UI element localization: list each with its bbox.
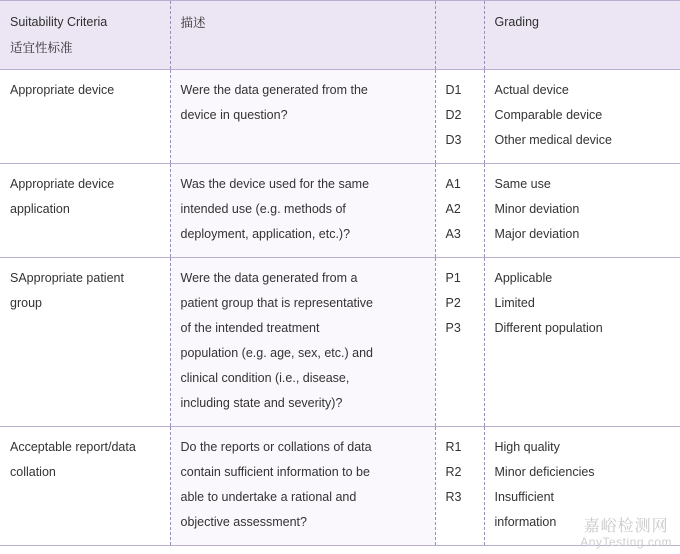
criteria-line: Acceptable report/data: [10, 440, 136, 454]
grading-line: High quality: [494, 440, 560, 454]
code-line: A2: [445, 202, 461, 216]
description-line: of the intended treatment: [180, 321, 320, 335]
grading-line: Actual device: [494, 83, 569, 97]
watermark-english: AnyTesting.com: [580, 535, 672, 549]
row-grading-cell: [484, 164, 680, 258]
table-header: [0, 1, 680, 70]
column-header-grading: [484, 1, 680, 70]
grading-line: Same use: [494, 177, 551, 191]
code-line: R2: [445, 465, 462, 479]
description-line: including state and severity)?: [180, 396, 343, 410]
code-line: P1: [445, 271, 461, 285]
criteria-line: application: [10, 202, 70, 216]
row-description-cell: [170, 164, 435, 258]
table-row: [0, 258, 680, 427]
grading-line: Different population: [494, 321, 603, 335]
description-line: patient group that is representative: [180, 296, 373, 310]
row-criteria-cell: [0, 427, 170, 546]
code-line: P3: [445, 321, 461, 335]
row-criteria-cell: [0, 70, 170, 164]
row-grading-cell: [484, 427, 680, 546]
row-description-cell: [170, 427, 435, 546]
criteria-line: group: [10, 296, 42, 310]
description-line: Were the data generated from the: [180, 83, 368, 97]
grading-line: Applicable: [494, 271, 553, 285]
code-line: D2: [445, 108, 462, 122]
column-header-criteria-line-1: Suitability Criteria: [10, 15, 108, 29]
description-line: population (e.g. age, sex, etc.) and: [180, 346, 373, 360]
grading-line: Minor deviation: [494, 202, 580, 216]
code-line: D3: [445, 133, 462, 147]
row-criteria-cell: [0, 258, 170, 427]
grading-line: Comparable device: [494, 108, 603, 122]
description-line: intended use (e.g. methods of: [180, 202, 346, 216]
criteria-line: SAppropriate patient: [10, 271, 124, 285]
description-line: Was the device used for the same: [180, 177, 370, 191]
row-code-cell: [435, 427, 484, 546]
grading-line: Other medical device: [494, 133, 612, 147]
code-line: R1: [445, 440, 462, 454]
table-row: [0, 427, 680, 546]
description-line: contain sufficient information to be: [180, 465, 370, 479]
code-line: A3: [445, 227, 461, 241]
row-code-cell: [435, 258, 484, 427]
criteria-line: Appropriate device: [10, 83, 115, 97]
table-row: [0, 70, 680, 164]
description-line: able to undertake a rational and: [180, 490, 357, 504]
row-criteria-cell: [0, 164, 170, 258]
column-header-grading-label: Grading: [494, 15, 539, 29]
code-line: R3: [445, 490, 462, 504]
table-header-row: [0, 1, 680, 70]
watermark-chinese: 嘉峪检测网: [583, 516, 669, 535]
row-grading-cell: [484, 70, 680, 164]
description-line: device in question?: [180, 108, 288, 122]
row-grading-cell: [484, 258, 680, 427]
code-line: D1: [445, 83, 462, 97]
code-line: P2: [445, 296, 461, 310]
code-line: A1: [445, 177, 461, 191]
description-line: clinical condition (i.e., disease,: [180, 371, 350, 385]
row-code-cell: [435, 164, 484, 258]
grading-line: information: [494, 515, 557, 529]
description-line: Do the reports or collations of data: [180, 440, 372, 454]
row-description-cell: [170, 70, 435, 164]
grading-line: Major deviation: [494, 227, 580, 241]
table-row: [0, 164, 680, 258]
column-header-description: [170, 1, 435, 70]
row-description-cell: [170, 258, 435, 427]
description-line: deployment, application, etc.)?: [180, 227, 351, 241]
column-header-criteria: [0, 1, 170, 70]
criteria-line: Appropriate device: [10, 177, 115, 191]
row-code-cell: [435, 70, 484, 164]
criteria-line: collation: [10, 465, 56, 479]
grading-line: Minor deficiencies: [494, 465, 595, 479]
column-header-criteria-line-2: 适宜性标准: [10, 40, 73, 55]
column-header-description-label: 描述: [180, 15, 206, 30]
table-body: [0, 70, 680, 546]
description-line: Were the data generated from a: [180, 271, 358, 285]
column-header-code: [435, 1, 484, 70]
grading-line: Limited: [494, 296, 535, 310]
description-line: objective assessment?: [180, 515, 307, 529]
grading-line: Insufficient: [494, 490, 555, 504]
